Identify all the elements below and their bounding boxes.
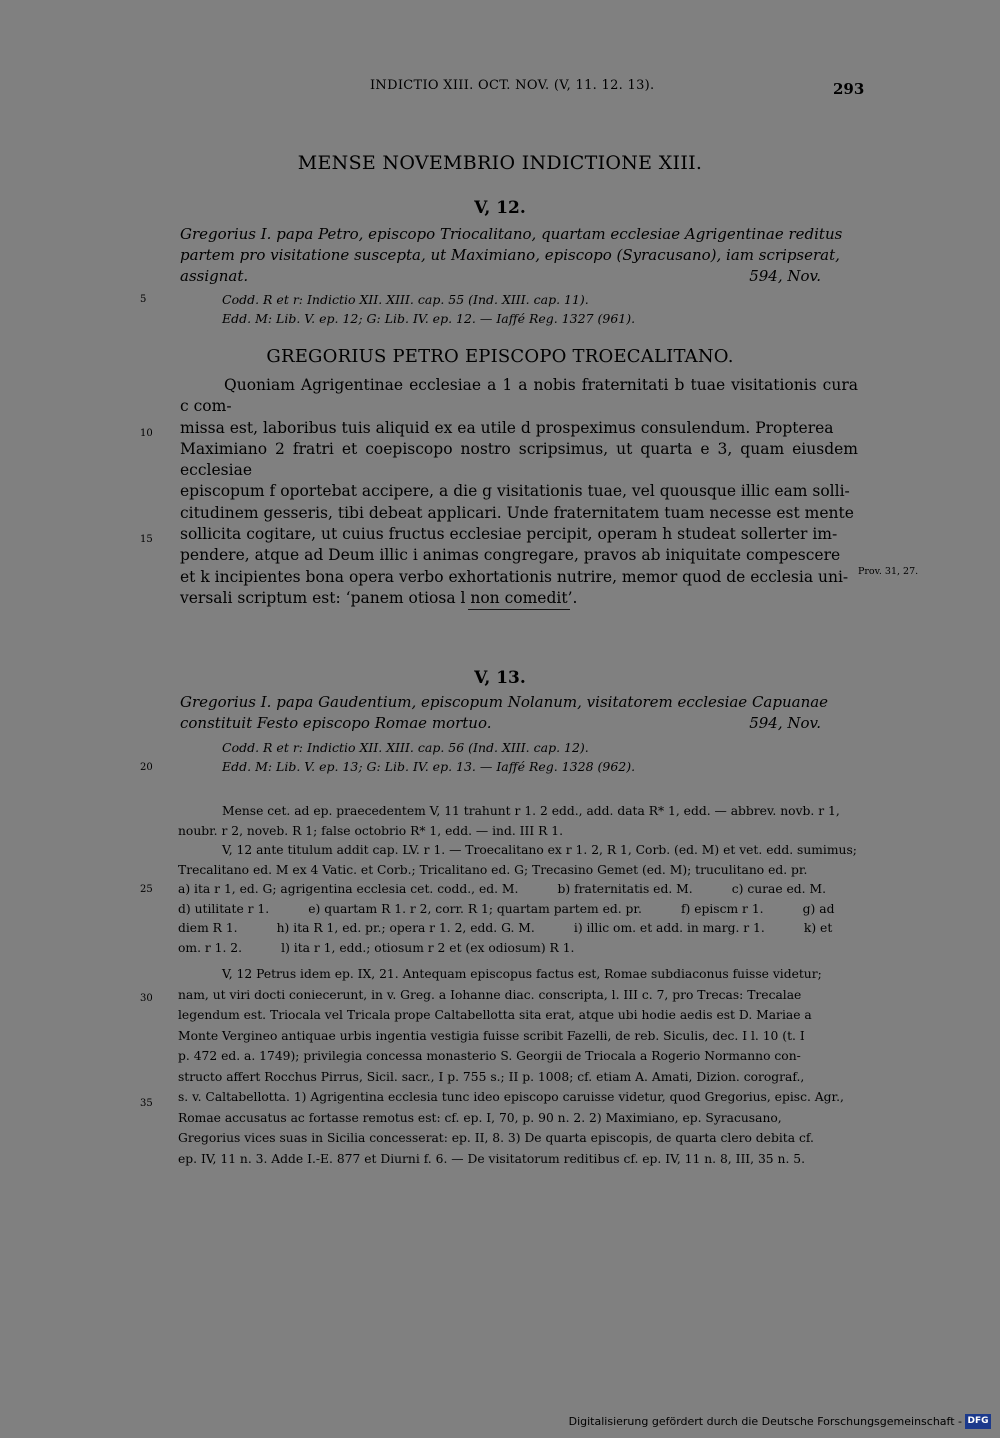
apparatus-line: a) ita r 1, ed. G; agrigentina ecclesia cet. codd., ed. M. b) fraternitatis ed. M. c) curae ed. M.	[178, 882, 826, 896]
critical-apparatus	[178, 802, 858, 958]
digitization-credit: Digitalisierung gefördert durch die Deutsche Forschungsgemeinschaft -	[568, 1415, 962, 1428]
note-line: structo affert Rocchus Pirrus, Sicil. sacr., I p. 755 s.; II p. 1008; cf. etiam A. Amati, Dizion. corograf.,	[178, 1069, 805, 1084]
body-line: Maximiano 2 fratri et coepiscopo nostro scripsimus, ut quarta e 3, quam eiusdem ecclesiae	[180, 439, 858, 480]
date-line: 594, Nov.	[749, 714, 821, 732]
editions-13: Edd. M: Lib. V. ep. 13; G: Lib. IV. ep. 13. — Iaffé Reg. 1328 (962).	[222, 759, 636, 774]
regest-line: constituit Festo episcopo Romae mortuo.	[180, 714, 492, 732]
dfg-logo: DFG	[965, 1414, 991, 1429]
regest-line: Gregorius I. papa Petro, episcopo Triocalitano, quartam ecclesiae Agrigentinae reditus	[180, 225, 843, 243]
body-line: missa est, laboribus tuis aliquid ex ea utile d prospeximus consulendum. Propterea	[180, 418, 834, 437]
body-line: et k incipientes bona opera verbo exhortationis nutrire, memor quod de ecclesia uni-	[180, 567, 849, 586]
body-line: pendere, atque ad Deum illic i animas congregare, pravos ab iniquitate compescere	[180, 546, 841, 565]
line-number: 25	[140, 884, 153, 895]
note-line: s. v. Caltabellotta. 1) Agrigentina ecclesia tunc ideo episcopo caruisse videtur, quod Gregorius, episc. Agr.,	[178, 1090, 844, 1104]
line-number: 10	[140, 428, 153, 439]
apparatus-line: d) utilitate r 1. e) quartam R 1. r 2, corr. R 1; quartam partem ed. pr. f) episcm r 1. g) ad	[178, 901, 835, 916]
running-header: INDICTIO XIII. OCT. NOV. (V, 11. 12. 13).	[370, 78, 655, 93]
line-number: 20	[140, 762, 153, 773]
note-line: p. 472 ed. a. 1749); privilegia concessa monasterio S. Georgii de Triocala a Rogerio Normanno con-	[178, 1049, 801, 1063]
note-line: legendum est. Triocala vel Tricala prope Caltabellotta sita erat, atque ubi hodie aedis est D. Mariae a	[178, 1008, 812, 1022]
regest-line: assignat.	[180, 267, 249, 285]
page-number: 293	[833, 80, 865, 98]
letter-number-13: V, 13.	[474, 668, 526, 688]
line-number: 30	[140, 993, 153, 1004]
date-line: 594, Nov.	[749, 267, 821, 285]
codices-12: Codd. R et r: Indictio XII. XIII. cap. 55 (Ind. XIII. cap. 11).	[222, 292, 589, 307]
margin-note: Prov. 31, 27.	[858, 566, 919, 577]
letter-body-12	[180, 375, 858, 609]
note-line: ep. IV, 11 n. 3. Adde I.-E. 877 et Diurni f. 6. — De visitatorum reditibus cf. ep. IV, 11 n. 8, III, 35 n. 5.	[178, 1151, 806, 1166]
note-line: Romae accusatus ac fortasse remotus est: cf. ep. I, 70, p. 90 n. 2. 2) Maximiano, ep. Syracusano,	[178, 1110, 782, 1125]
body-line: versali scriptum est: ‘panem otiosa l non comedit’.	[180, 588, 578, 607]
editions-12: Edd. M: Lib. V. ep. 12; G: Lib. IV. ep. 12. — Iaffé Reg. 1327 (961).	[222, 311, 636, 326]
historical-notes	[178, 964, 858, 1169]
note-line: Gregorius vices suas in Sicilia concesserat: ep. II, 8. 3) De quarta episcopis, de quarta clero debita cf.	[178, 1131, 814, 1145]
body-line: sollicita cogitare, ut cuius fructus ecclesiae percipit, operam h studeat sollerter im-	[180, 525, 838, 544]
body-line: episcopum f oportebat accipere, a die g visitationis tuae, vel quousque illic eam solli-	[180, 482, 850, 501]
apparatus-line: om. r 1. 2. l) ita r 1, edd.; otiosum r 2 et (ex odiosum) R 1.	[178, 940, 575, 955]
codices-13: Codd. R et r: Indictio XII. XIII. cap. 56 (Ind. XIII. cap. 12).	[222, 740, 589, 755]
regest-line: Gregorius I. papa Gaudentium, episcopum Nolanum, visitatorem ecclesiae Capuanae	[180, 693, 829, 711]
body-line: citudinem gesseris, tibi debeat applicari. Unde fraternitatem tuam necesse est mente	[180, 503, 854, 522]
apparatus-line: Mense cet. ad ep. praecedentem V, 11 trahunt r 1. 2 edd., add. data R* 1, edd. — abbrev. novb. r 1,	[222, 804, 840, 818]
apparatus-line: noubr. r 2, noveb. R 1; false octobrio R* 1, edd. — ind. III R 1.	[178, 823, 564, 838]
regest-line: partem pro visitatione suscepta, ut Maximiano, episcopo (Syracusano), iam scripserat,	[180, 246, 840, 264]
addressee-heading: GREGORIUS PETRO EPISCOPO TROECALITANO.	[266, 346, 734, 367]
regest-last-line	[180, 266, 858, 287]
regest-last-line	[180, 713, 858, 734]
section-divider	[468, 609, 570, 610]
line-number: 35	[140, 1098, 153, 1109]
body-line: Quoniam Agrigentinae ecclesiae a 1 a nobis fraternitati b tuae visitationis cura c com-	[180, 376, 858, 416]
apparatus-line: V, 12 ante titulum addit cap. LV. r 1. — Troecalitano ex r 1. 2, R 1, Corb. (ed. M) et vet. edd. sumimus;	[222, 843, 857, 857]
line-number: 5	[140, 294, 147, 305]
regest-13	[180, 692, 858, 734]
note-line: Monte Vergineo antiquae urbis ingentia vestigia fuisse scribit Fazelli, de reb. Siculis, dec. I l. 10 (t. I	[178, 1028, 805, 1043]
section-heading: MENSE NOVEMBRIO INDICTIONE XIII.	[297, 152, 703, 174]
note-line: V, 12 Petrus idem ep. IX, 21. Antequam episcopus factus est, Romae subdiaconus fuisse videtur;	[222, 967, 822, 981]
line-number: 15	[140, 534, 153, 545]
letter-number-12: V, 12.	[474, 198, 526, 218]
note-line: nam, ut viri docti coniecerunt, in v. Greg. a Iohanne diac. conscripta, l. III c. 7, pro Trecas: Trecalae	[178, 987, 802, 1002]
apparatus-line: diem R 1. h) ita R 1, ed. pr.; opera r 1. 2, edd. G. M. i) illic om. et add. in marg. r 1. k) et	[178, 921, 833, 935]
regest-12	[180, 224, 858, 287]
apparatus-line: Trecalitano ed. M ex 4 Vatic. et Corb.; Tricalitano ed. G; Trecasino Gemet (ed. M); truculitano ed. pr.	[178, 862, 808, 877]
